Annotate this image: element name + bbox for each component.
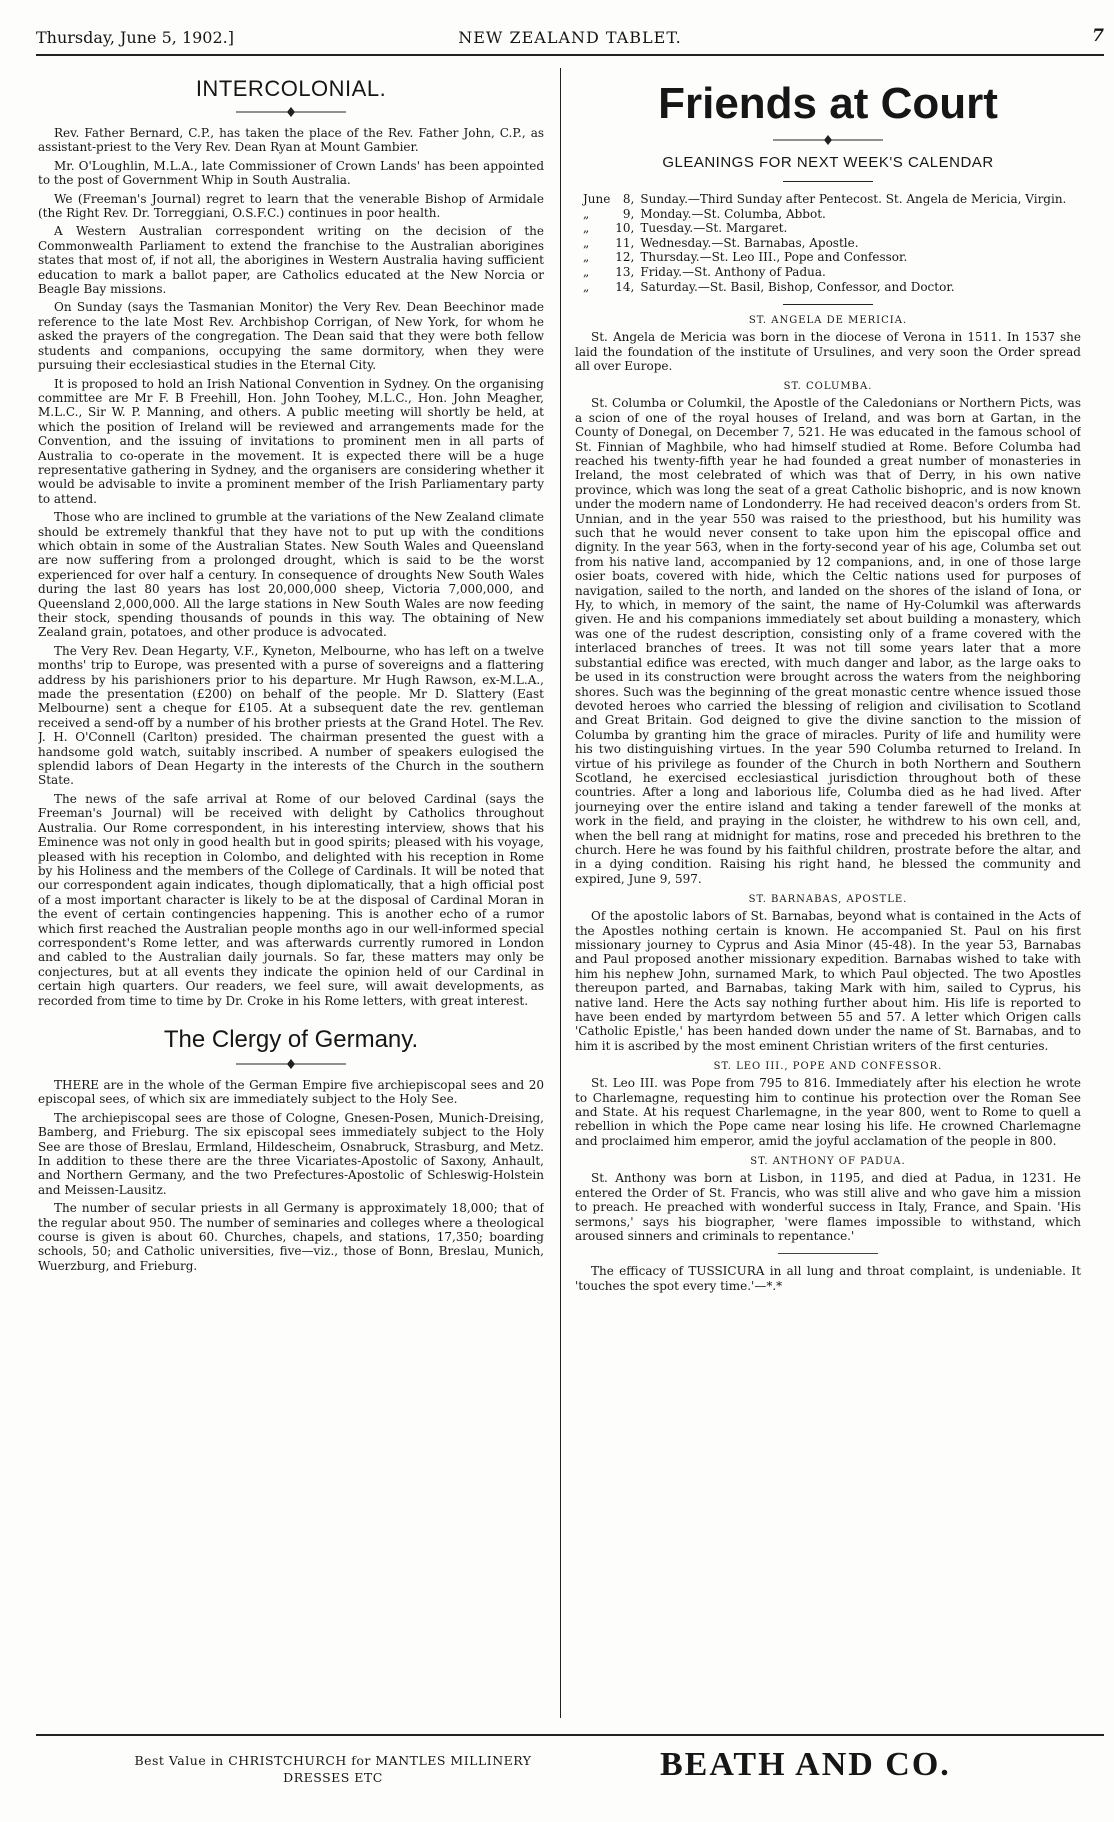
article-paragraph: St. Leo III. was Pope from 795 to 816. Immediately after his election he wrote to Charlemagne, requesting him to continue his protection over the Roman See and State. At his request Charlemagne, in the year 800, went to Rome to quell a rebellion in which the Pope came near losing his life. He crowned Charlemagne and proclaimed him emperor, amid the joyful acclamation of the people in 800. xyxy=(575,1076,1081,1148)
calendar-day: 9, xyxy=(622,206,635,221)
calendar-text: Thursday.—St. Leo III., Pope and Confessor. xyxy=(640,250,908,265)
tussicura-advert: The efficacy of TUSSICURA in all lung and throat complaint, is undeniable. It 'touches the spot every time.'—*.* xyxy=(575,1264,1081,1293)
calendar-row xyxy=(581,207,1068,222)
article-paragraph: The Very Rev. Dean Hegarty, V.F., Kyneton, Melbourne, who has left on a twelve months' trip to Europe, was presented with a purse of sovereigns and a flattering address by his parishioners prior to his departure. Mr Hugh Rawson, ex-M.L.A., made the presentation (£200) on behalf of the people. Mr D. Slattery (East Melbourne) sent a cheque for £105. At a subsequent date the rev. gentleman received a send-off by a number of his brother priests at the Grand Hotel. The Rev. J. H. O'Connell (Carlton) presided. The chairman presented the guest with a handsome gold watch, suitably inscribed. A number of speakers eulogised the splendid labors of Dean Hegarty in the interests of the Church in the southern State. xyxy=(38,643,544,788)
article-paragraph: Rev. Father Bernard, C.P., has taken the place of the Rev. Father John, C.P., as assistant-priest to the Very Rev. Dean Ryan at Mount Gambier. xyxy=(38,126,544,155)
right-column xyxy=(575,72,1081,1712)
calendar-table xyxy=(581,192,1068,294)
clergy-title: The Clergy of Germany. xyxy=(163,1025,419,1053)
calendar-row xyxy=(581,280,1068,295)
calendar-month: „ xyxy=(583,206,590,221)
friends-at-court-title: Friends at Court xyxy=(658,79,998,128)
divider-ornament-icon xyxy=(236,1058,346,1070)
left-column xyxy=(38,72,544,1712)
calendar-row xyxy=(581,192,1068,207)
calendar-text: Friday.—St. Anthony of Padua. xyxy=(640,264,826,279)
calendar-row xyxy=(581,236,1068,251)
newspaper-title: NEW ZEALAND TABLET. xyxy=(458,28,682,47)
article-paragraph: St. Anthony was born at Lisbon, in 1195, and died at Padua, in 1231. He entered the Order of St. Francis, who was still alive and who gave him a mission to preach. He preached with wonderful success in Italy, France, and Spain. 'His sermons,' says his biographer, 'were flames impossible to withstand, which aroused sinners and criminals to repentance.' xyxy=(575,1171,1081,1243)
calendar-text: Monday.—St. Columba, Abbot. xyxy=(640,206,826,221)
calendar-text: Wednesday.—St. Barnabas, Apostle. xyxy=(640,235,859,250)
article-paragraph: On Sunday (says the Tasmanian Monitor) the Very Rev. Dean Beechinor made reference to the late Most Rev. Archbishop Corrigan, of New York, for whom he asked the prayers of the congregation. The Dean said that they were both fellow students and companions, occupying the same dormitory, when they were pursuing their ecclesiastical studies in the Eternal City. xyxy=(38,300,544,373)
footer-rule xyxy=(36,1734,1104,1736)
article-paragraph: We (Freeman's Journal) regret to learn that the venerable Bishop of Armidale (the Right Rev. Dr. Torreggiani, O.S.F.C.) continues in poor health. xyxy=(38,191,544,221)
calendar-row xyxy=(581,221,1068,236)
article-paragraph: St. Angela de Mericia was born in the diocese of Verona in 1511. In 1537 she laid the foundation of the institute of Ursulines, and very soon the Order spread all over Europe. xyxy=(575,330,1081,373)
calendar-month: „ xyxy=(583,235,590,250)
divider-ornament-icon xyxy=(773,134,883,146)
intercolonial-title: INTERCOLONIAL. xyxy=(195,76,387,101)
article-paragraph: The archiepiscopal sees are those of Cologne, Gnesen-Posen, Munich-Dreising, Bamberg, and Frieburg. The six episcopal sees immediately subject to the Holy See are those of Breslau, Ermland, Hildescheim, Osnabruck, Strasburg, and Metz. In addition to these there are the three Vicariates-Apostolic of Saxony, Anhault, and Northern Germany, and the two Prefectures-Apostolic of Schleswig-Holstein and Meissen-Lausitz. xyxy=(38,1110,544,1197)
calendar-day: 8, xyxy=(622,192,635,206)
calendar-month: „ xyxy=(583,279,590,294)
article-paragraph: Mr. O'Loughlin, M.L.A., late Commissioner of Crown Lands' has been appointed to the post of Government Whip in South Australia. xyxy=(38,158,544,188)
saint-heading: ST. BARNABAS, APOSTLE. xyxy=(748,894,908,906)
page-header xyxy=(36,22,1104,56)
footer-left-line1: Best Value in CHRISTCHURCH for MANTLES MILLINERY xyxy=(134,1753,532,1768)
calendar-month: „ xyxy=(583,250,590,265)
calendar-rule xyxy=(783,304,873,305)
column-divider xyxy=(560,68,561,1718)
footer-advert-left xyxy=(98,1752,568,1786)
calendar-month: June xyxy=(583,192,611,206)
saint-heading: ST. LEO III., POPE AND CONFESSOR. xyxy=(713,1061,943,1073)
calendar-day: 14, xyxy=(615,279,635,294)
saint-heading: ST. COLUMBA. xyxy=(783,381,873,393)
article-paragraph: The number of secular priests in all Germany is approximately 18,000; that of the regular about 950. The number of seminaries and colleges where a theological course is given is about 60. Churches, chapels, and stations, 17,350; boarding schools, 50; and Catholic universities, five—viz., those of Bonn, Breslau, Munich, Wuerzburg, and Frieburg. xyxy=(38,1201,544,1273)
saints-body xyxy=(575,315,1081,1243)
saint-heading: ST. ANGELA DE MERICIA. xyxy=(748,315,908,327)
article-paragraph: A Western Australian correspondent writing on the decision of the Commonwealth Parliament to extend the franchise to the Australian aborigines states that most of, if not all, the aborigines in Western Australia having sufficient education to mark a ballot paper, are Catholics educated at the New Norcia or Beagle Bay missions. xyxy=(38,224,544,297)
stub-rule xyxy=(778,1253,878,1254)
issue-date: Thursday, June 5, 1902.] xyxy=(36,28,234,47)
calendar-day: 10, xyxy=(615,221,635,236)
article-paragraph: The news of the safe arrival at Rome of our beloved Cardinal (says the Freeman's Journal) will be received with delight by Catholics throughout Australia. Our Rome correspondent, in his interesting interview, shows that his Eminence was not only in good health but in good spirits; pleased with his voyage, pleased with his reception in Colombo, and delighted with his reception in Rome by his Holiness and the members of the College of Cardinals. It will be noted that our correspondent again indicates, though diplomatically, that a high official post of a most important character is likely to be at the disposal of Cardinal Moran in the event of certain contingencies happening. This is another echo of a rumor which first reached the Australian people months ago in our well-informed special correspondent's Rome letter, and was afterwards currently rumored in London and cabled to the Australian daily journals. So far, these matters may only be conjectures, but at all events they indicate the opinion held of our Cardinal in certain high quarters. Our readers, we feel sure, will await developments, as recorded from time to time by Dr. Croke in his Rome letters, with great interest. xyxy=(38,791,544,1008)
intercolonial-body xyxy=(38,126,544,1008)
saint-heading: ST. ANTHONY OF PADUA. xyxy=(750,1156,906,1168)
article-paragraph: It is proposed to hold an Irish National Convention in Sydney. On the organising committee are Mr F. B Freehill, Hon. John Toohey, M.L.C., Hon. John Meagher, M.L.C., Sir W. P. Manning, and others. A public meeting will shortly be held, at which the position of Ireland will be reviewed and arrangements made for the Convention, and the issuing of invitations to prominent men in all parts of Australia to co-operate in the movement. It is expected there will be a huge representative gathering in Sydney, and the organisers are considering whether it would be advisable to invite a prominent member of the Irish Parliamentary party to attend. xyxy=(38,376,544,506)
footer-advert-right: BEATH AND CO. xyxy=(660,1746,951,1783)
article-paragraph: St. Columba or Columkil, the Apostle of the Caledonians or Northern Picts, was a scion of one of the royal houses of Ireland, and was born at Gartan, in the County of Donegal, on December 7, 521. He was educated in the famous school of St. Finnian of Maghbile, who had himself studied at Rome. Before Columba had reached his twenty-fifth year he had founded a great number of monasteries in Ireland, the most celebrated of which was that of Derry, in his own native province, which was long the seat of a great Catholic bishopric, and is now known under the modern name of Londonderry. He had received deacon's orders from St. Unnian, and in the year 550 was raised to the priesthood, but his humility was such that he would never consent to take upon him the episcopal office and dignity. In the year 563, when in the forty-second year of his age, Columba set out from his native land, accompanied by 12 companions, and, in one of those large osier boats, covered with hide, which the Celtic nations used for purposes of navigation, sailed to the north, and landed on the shores of the island of Iona, or Hy, to which, in memory of the saint, the name of Hy-Columkil was afterwards given. He and his companions immediately set about building a monastery, which was one of the rudest description, consisting only of a frame covered with the interlaced branches of trees. It was not till some years later that a more substantial edifice was erected, with much danger and labor, as the large oaks to be used in its construction were brought across the waters from the neighboring shores. Such was the beginning of the great monastic centre whence issued those devoted heroes who carried the blessing of religion and civilisation to Scotland and Great Britain. God deigned to give the divine sanction to the mission of Columba by granting him the grace of miracles. Purity of life and humility were his two distinguishing virtues. In the year 590 Columba returned to Ireland. In virtue of his privilege as founder of the Church in both Northern and Southern Scotland, he exercised ecclesiastical jurisdiction throughout both of these countries. After a long and laborious life, Columba died as he had lived. After journeying over the entire island and taking a tender farewell of the monks at work in the field, and praying in the cloister, he withdrew to his own cell, and, when the bell rang at midnight for matins, rose and preceded his brethren to the church. Here he was found by his faithful children, prostrate before the altar, and in a dying condition. Raising his right hand, he blessed the community and expired, June 9, 597. xyxy=(575,396,1081,886)
calendar-day: 13, xyxy=(615,264,635,279)
calendar-day: 11, xyxy=(615,235,635,250)
calendar-row xyxy=(581,265,1068,280)
calendar-day: 12, xyxy=(615,250,635,265)
calendar-text: Saturday.—St. Basil, Bishop, Confessor, and Doctor. xyxy=(640,279,955,294)
calendar-month: „ xyxy=(583,221,590,236)
footer-left-line2: DRESSES ETC xyxy=(283,1770,383,1785)
divider-ornament-icon xyxy=(236,106,346,118)
article-paragraph: Of the apostolic labors of St. Barnabas, beyond what is contained in the Acts of the Apostles nothing certain is known. He accompanied St. Paul on his first missionary journey to Cyprus and Asia Minor (45-48). In the year 53, Barnabas and Paul proposed another missionary expedition. Barnabas wished to take with him his nephew John, surnamed Mark, to which Paul objected. The two Apostles thereupon parted, and Barnabas, taking Mark with him, sailed to Cyprus, his native land. Here the Acts say nothing further about him. His life is reported to have been ended by martyrdom between 55 and 57. A letter which Origen calls 'Catholic Epistle,' has been handed down under the name of St. Barnabas, and to him it is ascribed by the most eminent Christian writers of the first centuries. xyxy=(575,909,1081,1053)
subtitle-rule xyxy=(783,181,873,182)
clergy-body xyxy=(38,1078,544,1273)
article-paragraph: THERE are in the whole of the German Empire five archiepiscopal sees and 20 episcopal sees, of which six are immediately subject to the Holy See. xyxy=(38,1077,544,1107)
calendar-text: Tuesday.—St. Margaret. xyxy=(640,221,788,236)
calendar-text: Sunday.—Third Sunday after Pentecost. St. Angela de Mericia, Virgin. xyxy=(640,192,1067,206)
page-number: 7 xyxy=(1092,26,1104,46)
calendar-subtitle: GLEANINGS FOR NEXT WEEK'S CALENDAR xyxy=(662,154,994,171)
article-paragraph: Those who are inclined to grumble at the variations of the New Zealand climate should be extremely thankful that they have not to put up with the conditions which obtain in some of the Australian States. New South Wales and Queensland are now suffering from a prolonged drought, which is said to be the worst experienced for over half a century. In consequence of droughts New South Wales during the last 80 years has lost 20,000,000 sheep, Victoria 7,000,000, and Queensland 2,000,000. All the large stations in New South Wales are now feeding their stock, spending thousands of pounds in this way. The obtaining of New Zealand grain, potatoes, and other produce is advocated. xyxy=(38,510,544,640)
calendar-month: „ xyxy=(583,264,590,279)
calendar-row xyxy=(581,250,1068,265)
